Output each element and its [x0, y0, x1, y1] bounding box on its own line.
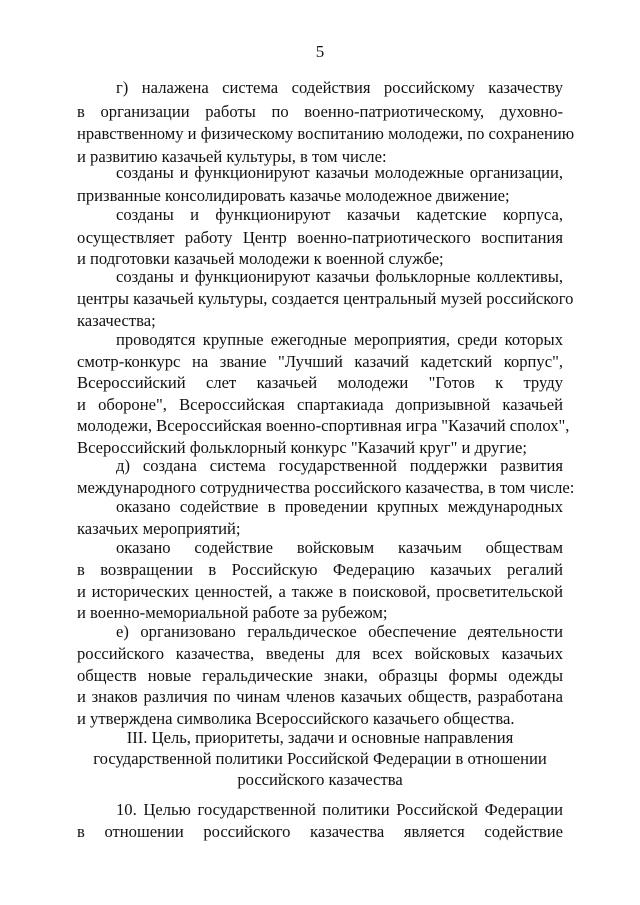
text-line: осуществляет работу Центр военно-патриотического воспитания	[77, 228, 563, 247]
text-line: казачества;	[77, 311, 156, 330]
section-heading-line: государственной политики Российской Федерации в отношении	[93, 749, 547, 768]
page-number: 5	[315, 42, 325, 61]
text-line: и исторических ценностей, а также в поисковой, просветительской	[77, 582, 563, 601]
text-line: созданы и функционируют казачьи фольклорные коллективы,	[116, 267, 563, 286]
text-line: г) налажена система содействия российскому казачеству	[116, 78, 563, 97]
text-line: нравственному и физическому воспитанию молодежи, по сохранению	[77, 124, 575, 143]
text-line: и подготовки казачьей молодежи к военной службе;	[77, 249, 444, 268]
section-heading-line: российского казачества	[237, 770, 403, 789]
text-line: оказано содействие в проведении крупных международных	[116, 497, 563, 516]
text-line: созданы и функционируют казачьи молодежные организации,	[116, 163, 563, 182]
text-line: и обороне", Всероссийская спартакиада допризывной казачьей	[77, 395, 563, 414]
text-line: Всероссийский фольклорный конкурс "Казачий круг" и другие;	[77, 438, 528, 457]
text-line: е) организовано геральдическое обеспечение деятельности	[116, 622, 563, 641]
text-line: в отношении российского казачества является содействие	[77, 822, 563, 841]
text-line: и развитию казачьей культуры, в том числе:	[77, 147, 387, 166]
text-line: созданы и функционируют казачьи кадетские корпуса,	[116, 205, 563, 224]
text-line: Всероссийский слет казачьей молодежи "Готов к труду	[77, 373, 563, 392]
text-line: д) создана система государственной поддержки развития	[116, 456, 563, 475]
text-line: в организации работы по военно-патриотическому, духовно-	[77, 102, 563, 121]
text-line: в возвращении в Российскую Федерацию казачьих регалий	[77, 560, 563, 579]
text-line: центры казачьей культуры, создается центральный музей российского	[77, 289, 574, 308]
text-line: и военно-мемориальной работе за рубежом;	[77, 603, 388, 622]
text-line: призванные консолидировать казачье молодежное движение;	[77, 186, 510, 205]
text-line: и знаков различия по чинам членов казачьих обществ, разработана	[77, 687, 563, 706]
text-line: смотр-конкурс на звание "Лучший казачий кадетский корпус",	[77, 352, 563, 371]
text-line: обществ новые геральдические знаки, образцы формы одежды	[77, 666, 563, 685]
text-line: 10. Целью государственной политики Российской Федерации	[116, 800, 563, 819]
text-line: российского казачества, введены для всех войсковых казачьих	[77, 644, 563, 663]
section-heading-line: III. Цель, приоритеты, задачи и основные направления	[126, 728, 514, 747]
text-line: оказано содействие войсковым казачьим обществам	[116, 538, 563, 557]
text-line: международного сотрудничества российского казачества, в том числе:	[77, 478, 575, 497]
text-line: казачьих мероприятий;	[77, 519, 241, 538]
text-line: молодежи, Всероссийская военно-спортивная игра "Казачий сполох",	[77, 416, 570, 435]
text-line: и утверждена символика Всероссийского казачьего общества.	[77, 709, 515, 728]
text-line: проводятся крупные ежегодные мероприятия, среди которых	[116, 330, 563, 349]
